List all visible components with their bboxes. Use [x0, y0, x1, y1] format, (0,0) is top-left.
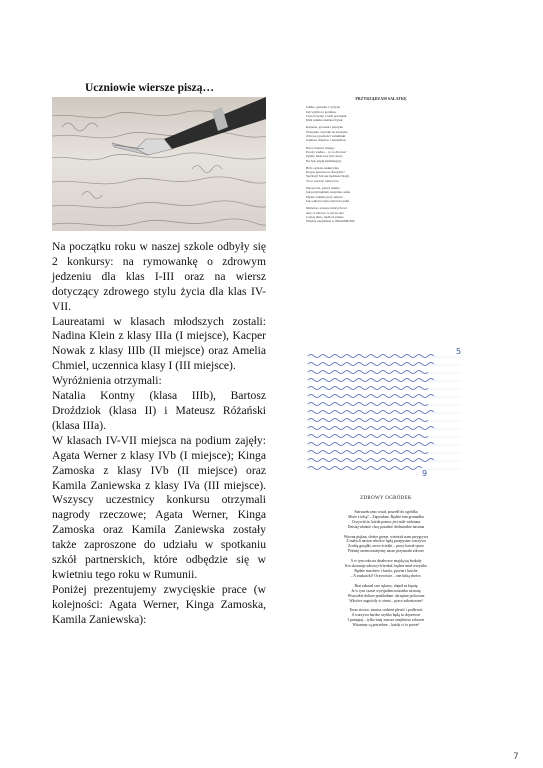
handwritten-page-number: 9: [422, 469, 428, 478]
handwriting-lines: [306, 345, 466, 480]
article-paragraph: W klasach IV-VII miejsca na podium zajęły: Agata Werner z klasy IVb (I miejsce); Kinga Zamoska z klasy IVb (II miejsce) oraz Kamila Zaniewska z klasy IVa (III miejsce). Wszyscy uczestnicy konkursu otrzymali nagrody rzeczowe; Agata Werner, Kinga Zamoska oraz Kamila Zaniewska zostały także zaproszone do udziału w spotkaniu szkół partnerskich, które odbędzie się w kwietniu tego roku w Rumunii.: [52, 433, 266, 581]
poem-stanza: Jabłko, gruszka i cytryna Już wybiła ta godzina, Czas uczynić z nich porządek Dziś sałatka zamiast frytek: [306, 105, 347, 123]
poem-zdrowy-ogrodek: [307, 497, 465, 633]
poem-stanza: Teraz siostro, musisz codzień plewić i podlewać A warzywa bardzo szybko będą tu dojrzewać I pamiętaj – tylko tutaj zawsze znajdziesz zdrowie Witaminy są potrzebne – każdy ci to powie!: [347, 608, 425, 628]
article-paragraph: Poniżej prezentujemy zwycięskie prace (w kolejności: Agata Werner, Kinga Zamoska, Kamila Zaniewska):: [52, 582, 266, 626]
article-title: Uczniowie wiersze piszą…: [85, 82, 215, 94]
poem-stanza: A w tym roku na działeczce znajdą się brokuły Kto skosztuje zdrowych brokuł, będzie miał wszystko Będzie marchew i fasola, pyszne i kruche – A truskawki? Oczywiście – one lubią słońce.: [344, 559, 428, 578]
poem-stanza: Patrzę tata, patrzy mama Jak przyrządzam wszystko sama Myślę właśnie przy sałacie Jak odkrywczyna świat na jadle: [306, 186, 351, 203]
poem-title: PRZYRZĄDZAM SAŁATKĘ: [355, 96, 407, 101]
handwritten-page-number: 5: [456, 347, 462, 356]
poem-stanza: Mnóstwo zawsze dobrych rad Aby ci zdrowo w życiu szło Czytaj dużo, bądź na planie Wiedzę znajdziesz w ERASMUSIE: [306, 206, 355, 224]
article-body: [52, 240, 266, 628]
article-paragraph: Wyróżnienia otrzymali:: [52, 374, 162, 388]
poem-stanza: Bób, ogórek, kukurydza Kogoś potrawa ta obrzydza? Spróbuj! Już nie będziesz błądy Ta ta wartość odżywcza: [306, 165, 350, 183]
poem-title: ZDROWY OGRÓDEK: [360, 496, 412, 501]
article-paragraph: Natalia Kontny (klasa IIIb), Bartosz Droździok (klasa II) i Mateusz Różański (klasa IIIa).: [52, 389, 266, 432]
poem-stanza: Kapusta, groszek i papryka Wszystko zrywam do koszyka Zdrowe pyszności witaminki Zamiast chipsów i batoników: [306, 125, 348, 143]
poem-stanza: Wiosna piękna, słońce grzeje, wietrzyk nam przygrywa Z małych nasion wkrótce będą przepyszne warzywa Zrobię grządki, nowe ścieżki – pracy kawał sporo Później razem nasiejemy nasze przysmaki zdrowe: [343, 534, 429, 554]
article-paragraph: Na początku roku w naszej szkole odbyły się 2 konkursy: na rymowankę o zdrowym jedzeniu dla klas I-III oraz na wiersz dotyczący zdrowego stylu życia dla klas IV-VII.: [52, 240, 266, 313]
poem-salatka: [306, 97, 456, 226]
fountain-pen-photo: [52, 97, 266, 231]
poem-stanza: Kiwi, banan i mango Porcja wielka – co to dla nas? Zjemy takie trzy lub cztery Na bok pójdą hamburgery: [306, 145, 347, 163]
poem-stanza: Staruszek rano wstał, poszedł do ogródka Może z tobą? – Zapytałam. Będzie tam gromadka Oczywiście, każda pomoc jest mile widziana Dzisiaj właśnie chcę posadzić drobniutkie nasiona: [347, 509, 425, 529]
handwritten-poem-scan: [306, 345, 466, 480]
poem-stanza: Brat zakasał swe rękawy, złapał za łopatę Ja w tym czasie wysypałam nasionka na matę Wszystkie dobrze poukładane, skrzętnie policzone Wkrótce zagościły w ziemi – prace zakończone!: [347, 583, 425, 603]
page-number: 7: [513, 752, 519, 762]
article-paragraph: Laureatami w klasach młodszych zostali: Nadina Klein z klasy IIIa (I miejsce), Kacper Nowak z klasy IIIb (II miejsce) oraz Amelia Chmiel, uczennica klasy I (III miejsce).: [52, 314, 266, 373]
